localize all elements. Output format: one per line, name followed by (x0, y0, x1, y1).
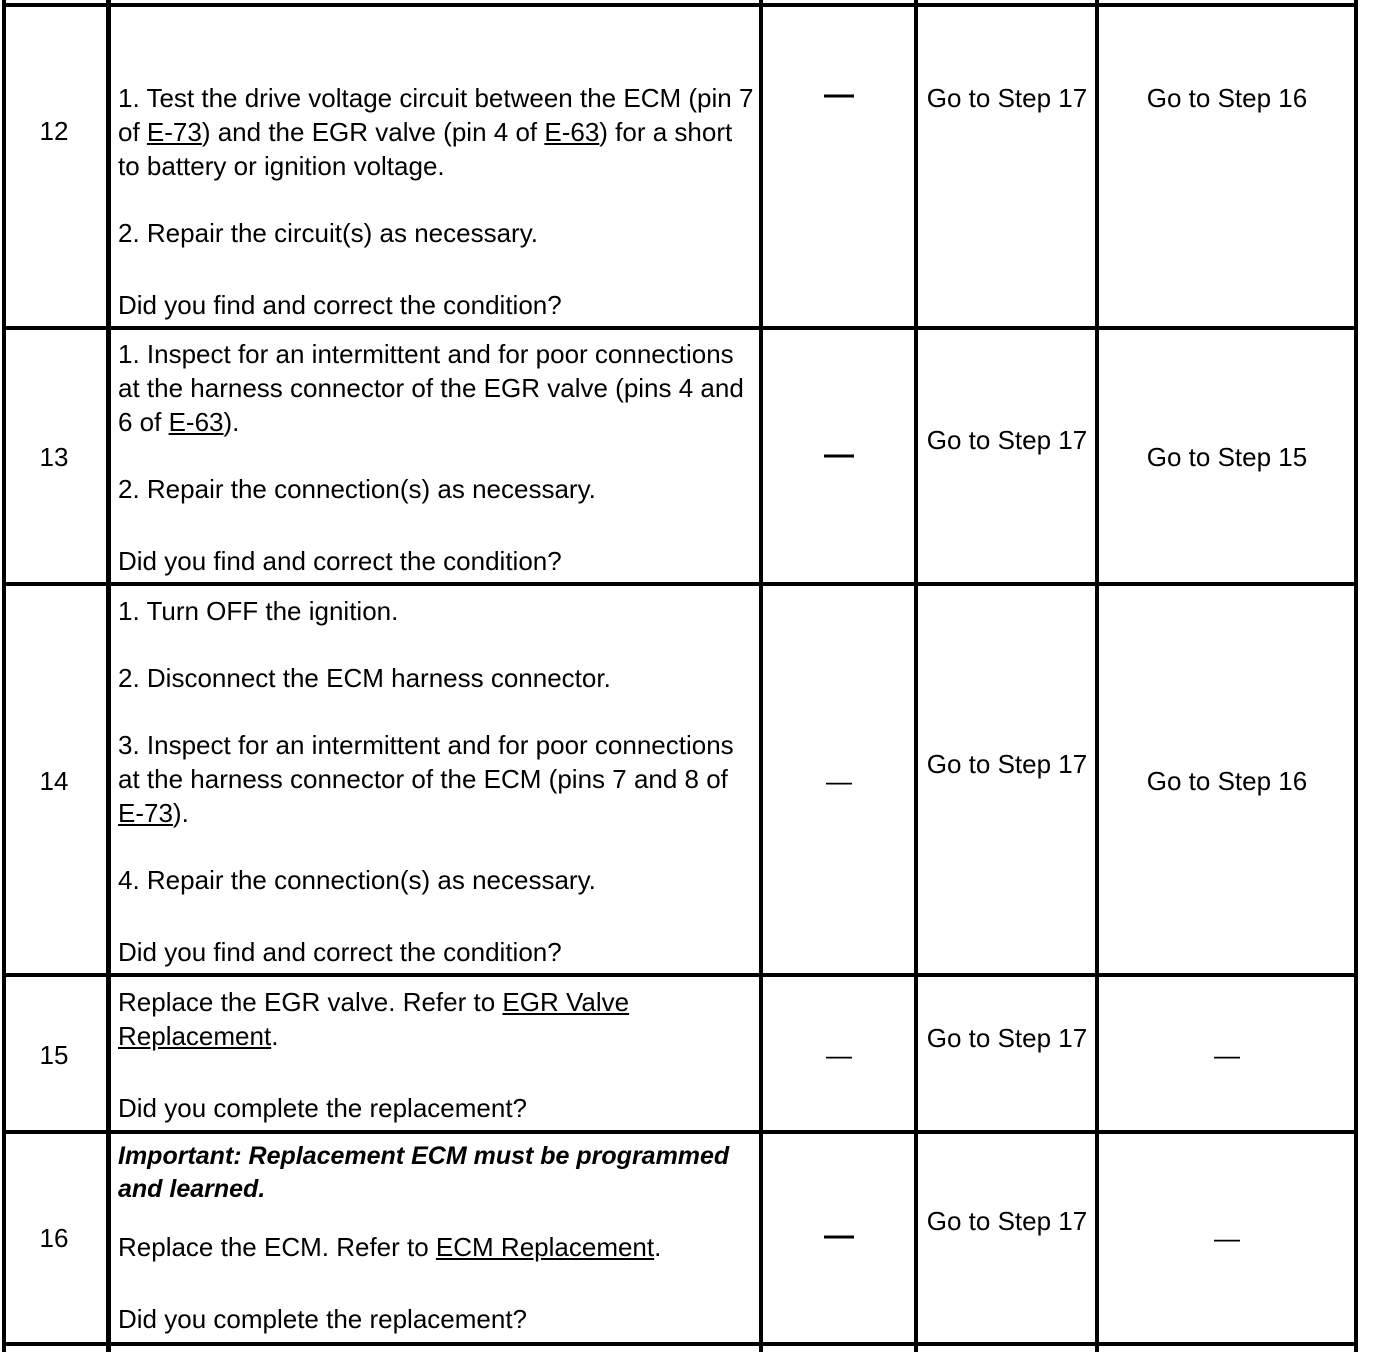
row-divider (2, 326, 1358, 330)
action-step: 3. Inspect for an intermittent and for poor connections at the harness connector of the ECM (pins 7 and 8 of E-73). (118, 730, 734, 828)
action-step: 1. Inspect for an intermittent and for poor connections at the harness connector of the EGR valve (pins 4 and 6 of E-63). (118, 339, 744, 437)
values-cell: — (824, 1219, 854, 1252)
action-step: 4. Repair the connection(s) as necessary. (118, 865, 596, 895)
action-question: Did you complete the replacement? (118, 1093, 528, 1123)
yes-action-link[interactable]: Go to Step 17 (926, 83, 1088, 113)
connector-link-e63[interactable]: E-63 (544, 117, 600, 147)
important-note: Important: Replacement ECM must be programmed and learned. (118, 1142, 730, 1203)
values-cell: — (824, 78, 854, 111)
action-step: 2. Disconnect the ECM harness connector. (118, 663, 611, 693)
action-question: Did you complete the replacement? (118, 1304, 528, 1334)
connector-link-e73[interactable]: E-73 (146, 117, 202, 147)
action-step: 2. Repair the circuit(s) as necessary. (118, 218, 538, 248)
action-step: Replace the EGR valve. Refer to EGR Valve Replacement. (118, 987, 630, 1051)
row-divider (2, 973, 1358, 977)
column-divider (914, 0, 918, 1352)
action-question: Did you find and correct the condition? (118, 546, 562, 576)
yes-action-link[interactable]: Go to Step 17 (926, 1023, 1088, 1053)
step-number: 12 (39, 116, 69, 146)
column-divider (106, 0, 111, 1352)
yes-action-link[interactable]: Go to Step 17 (926, 749, 1088, 779)
yes-action-link[interactable]: Go to Step 17 (926, 1206, 1088, 1236)
action-step: 1. Turn OFF the ignition. (118, 596, 399, 626)
step-number: 13 (39, 442, 69, 472)
action-cell (118, 81, 754, 322)
values-cell: — (826, 1040, 852, 1070)
column-divider (1095, 0, 1099, 1352)
connector-link-e63[interactable]: E-63 (168, 407, 224, 437)
action-cell (118, 337, 754, 578)
table-right-border (1354, 0, 1358, 1352)
action-cell (118, 594, 754, 969)
action-cell (118, 1140, 754, 1336)
action-step: 1. Test the drive voltage circuit between the ECM (pin 7 of E-73) and the EGR valve (pin 4 of E-63) for a short to battery or ignition voltage. (118, 83, 754, 181)
no-action-link[interactable]: Go to Step 16 (1146, 83, 1308, 113)
row-divider (2, 582, 1358, 586)
action-cell (118, 985, 754, 1125)
row-divider (2, 1130, 1358, 1134)
action-question: Did you find and correct the condition? (118, 290, 562, 320)
yes-action-link[interactable]: Go to Step 17 (926, 425, 1088, 455)
no-action-link[interactable]: Go to Step 15 (1146, 442, 1308, 472)
step-number: 14 (39, 766, 69, 796)
action-step: 2. Repair the connection(s) as necessary. (118, 474, 596, 504)
action-question: Did you find and correct the condition? (118, 937, 562, 967)
values-cell: — (824, 438, 854, 471)
connector-link-e73[interactable]: E-73 (118, 798, 173, 828)
column-divider (759, 0, 763, 1352)
egr-valve-replacement-link[interactable]: EGR Valve Replacement (118, 987, 630, 1051)
table-top-border (2, 3, 1358, 7)
step-number: 15 (39, 1040, 69, 1070)
no-action-cell: — (1214, 1223, 1240, 1253)
values-cell: — (826, 766, 852, 796)
table-left-border (2, 0, 6, 1352)
ecm-replacement-link[interactable]: ECM Replacement (435, 1232, 655, 1262)
no-action-cell: — (1214, 1040, 1240, 1070)
step-number: 16 (39, 1223, 69, 1253)
row-divider (2, 1342, 1358, 1346)
action-step: Replace the ECM. Refer to ECM Replacement. (118, 1232, 662, 1262)
no-action-link[interactable]: Go to Step 16 (1146, 766, 1308, 796)
